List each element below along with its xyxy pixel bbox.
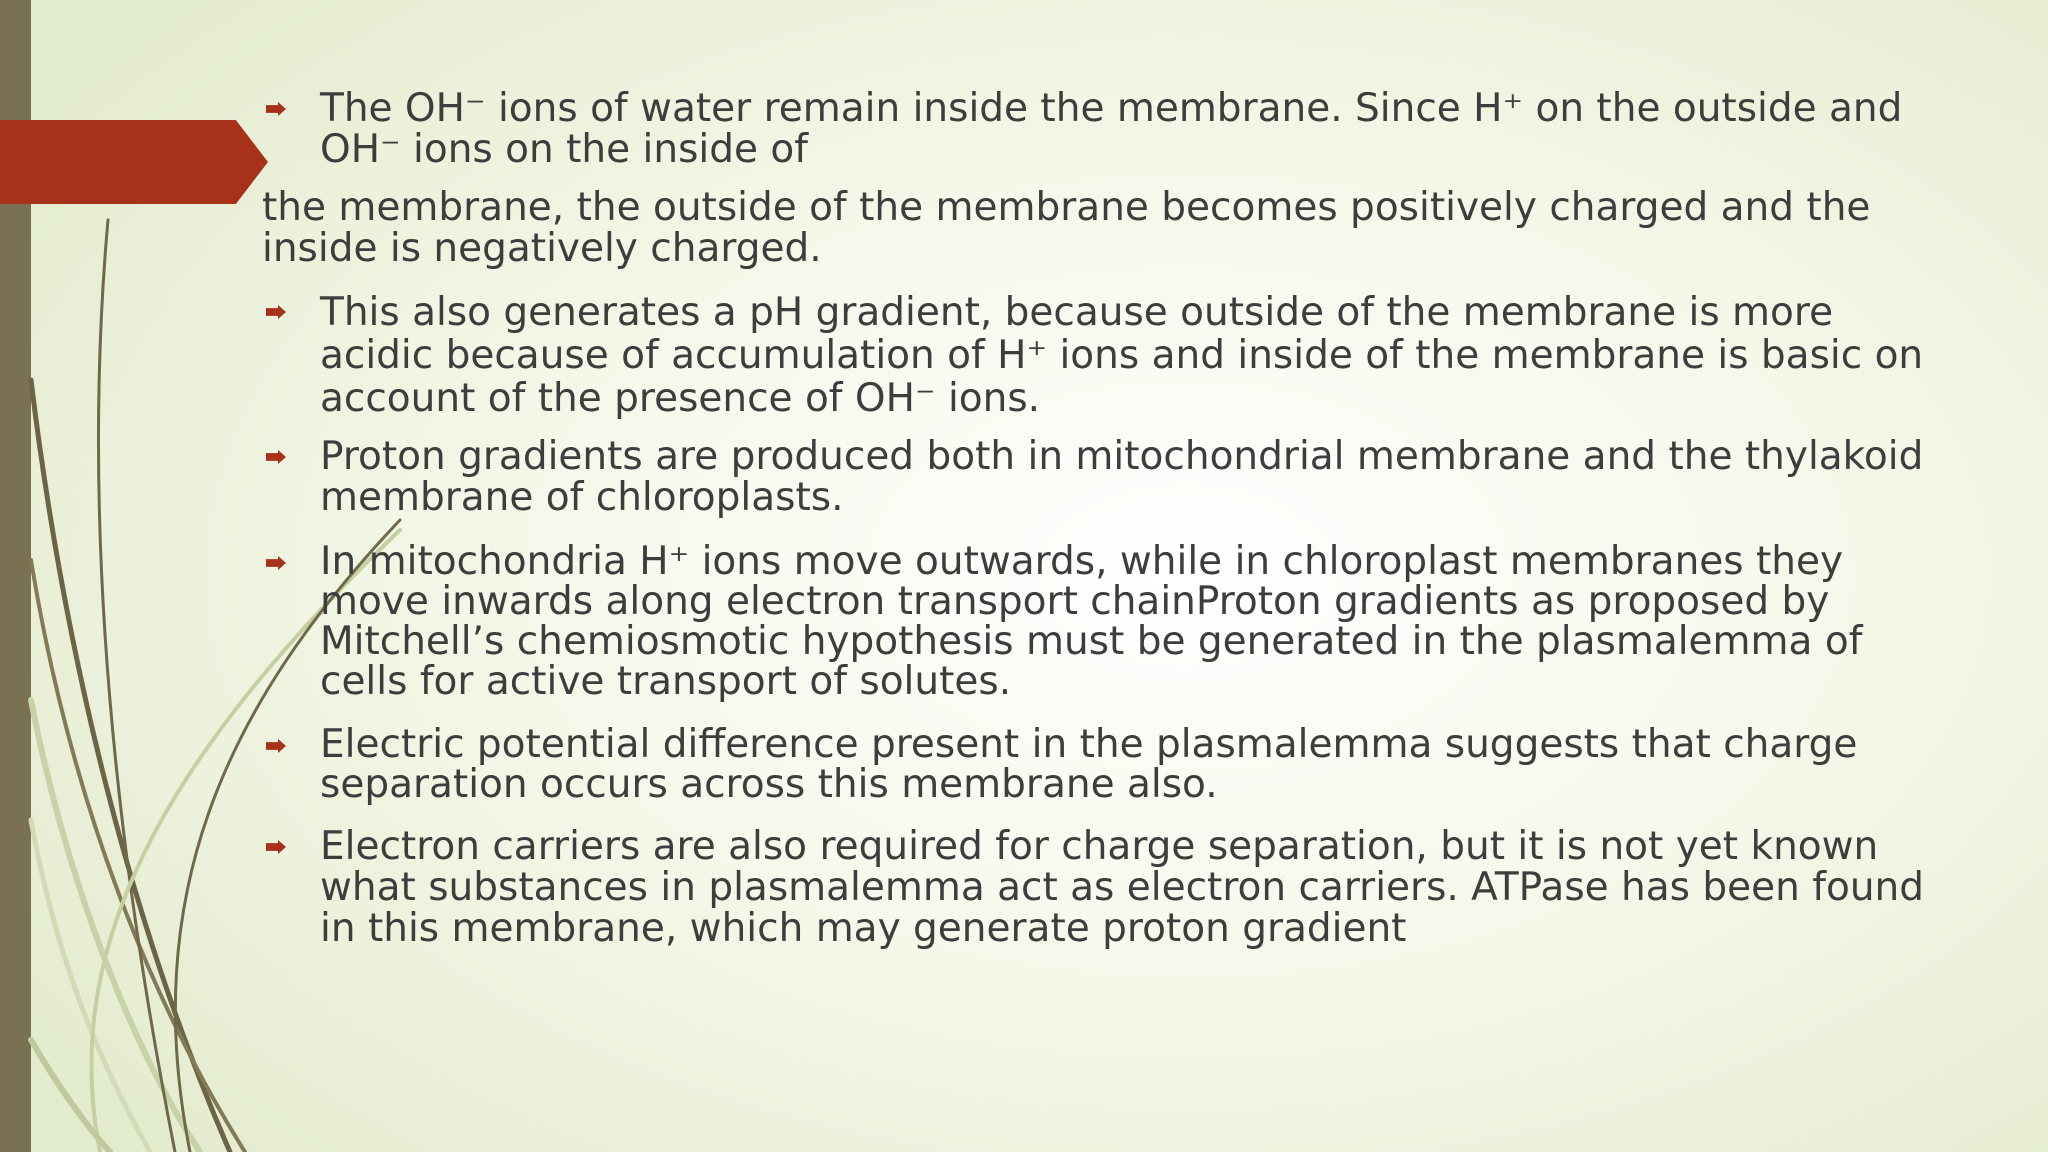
bullet-item [262, 826, 1942, 949]
red-arrow-banner [0, 120, 268, 204]
bullet-text: Proton gradients are produced both in mitochondrial membrane and the thylakoid membrane of chloroplasts. [320, 434, 1924, 520]
slide-content [262, 88, 1942, 949]
paragraph-item [262, 187, 1942, 269]
bullet-item [262, 436, 1942, 518]
arrow-bullet-icon [266, 840, 286, 854]
bullet-item [262, 291, 1942, 420]
arrow-bullet-icon [266, 556, 286, 570]
bullet-item [262, 722, 1942, 807]
arrow-bullet-icon [266, 450, 286, 464]
bullet-text: Electron carriers are also required for charge separation, but it is not yet known what substances in plasmalemma act as electron carriers. ATPase has been found in this membrane, which may generate proton gradient [320, 824, 1925, 951]
bullet-text: Electric potential difference present in the plasmalemma suggests that charge separation occurs across this membrane also. [320, 722, 1858, 807]
bullet-item [262, 539, 1942, 704]
arrow-bullet-icon [266, 102, 286, 116]
bullet-item [262, 88, 1942, 170]
bullet-text: The OH⁻ ions of water remain inside the membrane. Since H⁺ on the outside and OH⁻ ions on the inside of [320, 86, 1903, 172]
arrow-bullet-icon [266, 305, 286, 319]
arrow-bullet-icon [266, 739, 286, 753]
paragraph-text: the membrane, the outside of the membrane becomes positively charged and the inside is negatively charged. [262, 185, 1871, 271]
bullet-text: In mitochondria H⁺ ions move outwards, while in chloroplast membranes they move inwards along electron transport chainProton gradients as proposed by Mitchell’s chemiosmotic hypothesis must be generated in the plasmalemma of cells for active transport of solutes. [320, 539, 1863, 704]
bullet-text: This also generates a pH gradient, because outside of the membrane is more acidic because of accumulation of H⁺ ions and inside of the membrane is basic on account of the presence of OH⁻ ions. [320, 290, 1924, 421]
